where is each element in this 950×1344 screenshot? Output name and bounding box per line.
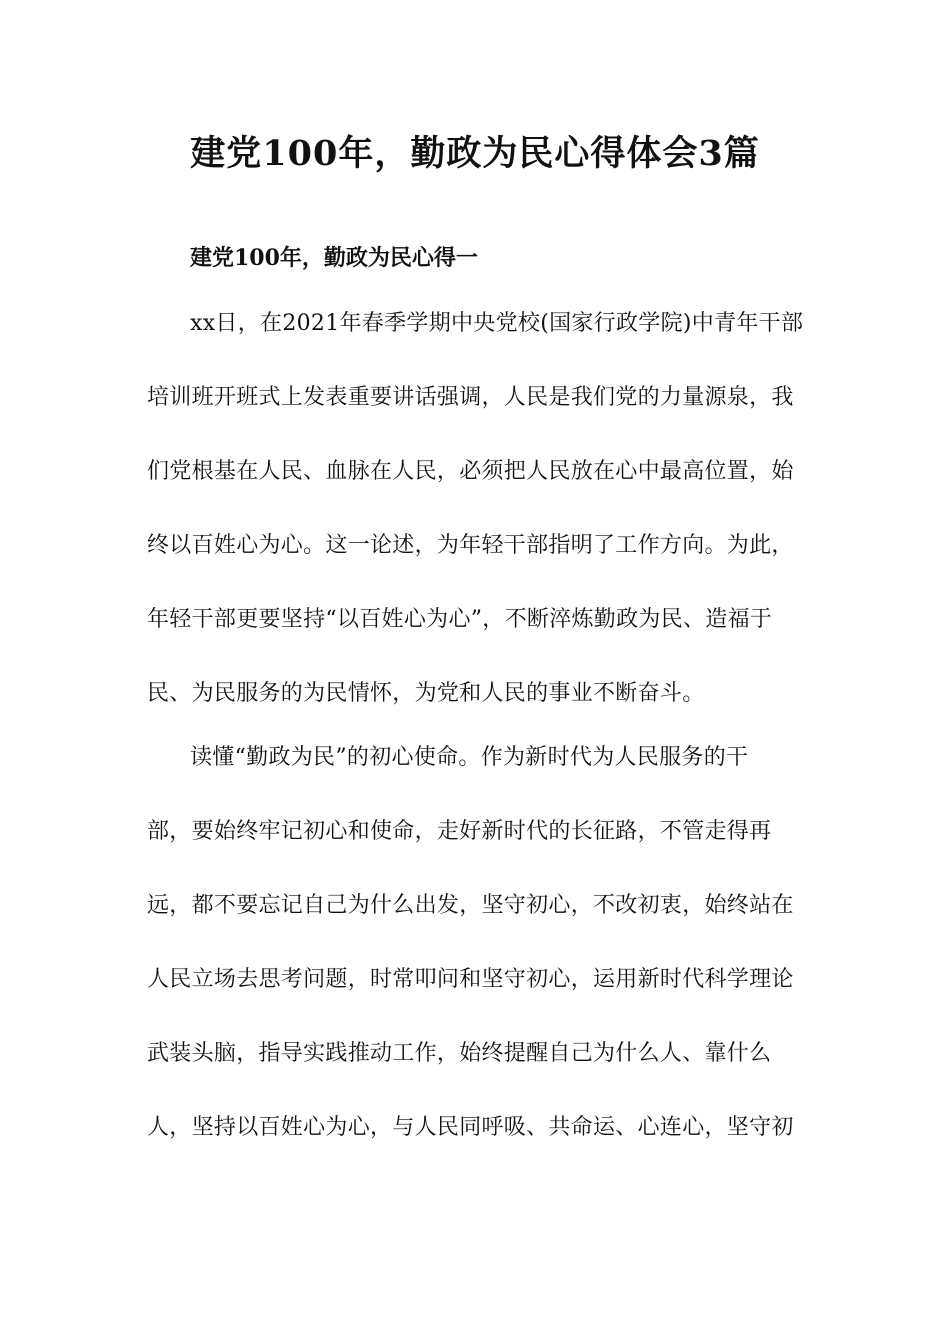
paragraph-line: 培训班开班式上发表重要讲话强调，人民是我们党的力量源泉，我 xyxy=(147,385,794,410)
paragraph-line: 部，要始终牢记初心和使命，走好新时代的长征路，不管走得再 xyxy=(147,819,772,844)
paragraph-line: 年轻干部更要坚持“以百姓心为心”，不断淬炼勤政为民、造福于 xyxy=(147,607,773,632)
paragraph-line: 民、为民服务的为民情怀，为党和人民的事业不断奋斗。 xyxy=(147,681,705,706)
document-title: 建党100年，勤政为民心得体会3篇 xyxy=(190,133,760,174)
paragraph-line: 终以百姓心为心。这一论述，为年轻干部指明了工作方向。为此， xyxy=(147,533,794,558)
section-heading: 建党100年，勤政为民心得一 xyxy=(190,245,478,271)
paragraph-line: xx日，在2021年春季学期中央党校(国家行政学院)中青年干部 xyxy=(190,311,804,336)
paragraph-line: 人民立场去思考问题，时常叩问和坚守初心，运用新时代科学理论 xyxy=(147,967,794,992)
paragraph-line: 们党根基在人民、血脉在人民，必须把人民放在心中最高位置，始 xyxy=(147,459,794,484)
paragraph-line: 人，坚持以百姓心为心，与人民同呼吸、共命运、心连心，坚守初 xyxy=(147,1115,794,1140)
paragraph-line: 远，都不要忘记自己为什么出发，坚守初心，不改初衷，始终站在 xyxy=(147,893,794,918)
paragraph-line: 武装头脑，指导实践推动工作，始终提醒自己为什么人、靠什么 xyxy=(147,1041,772,1066)
paragraph-line: 读懂“勤政为民”的初心使命。作为新时代为人民服务的干 xyxy=(190,745,749,770)
